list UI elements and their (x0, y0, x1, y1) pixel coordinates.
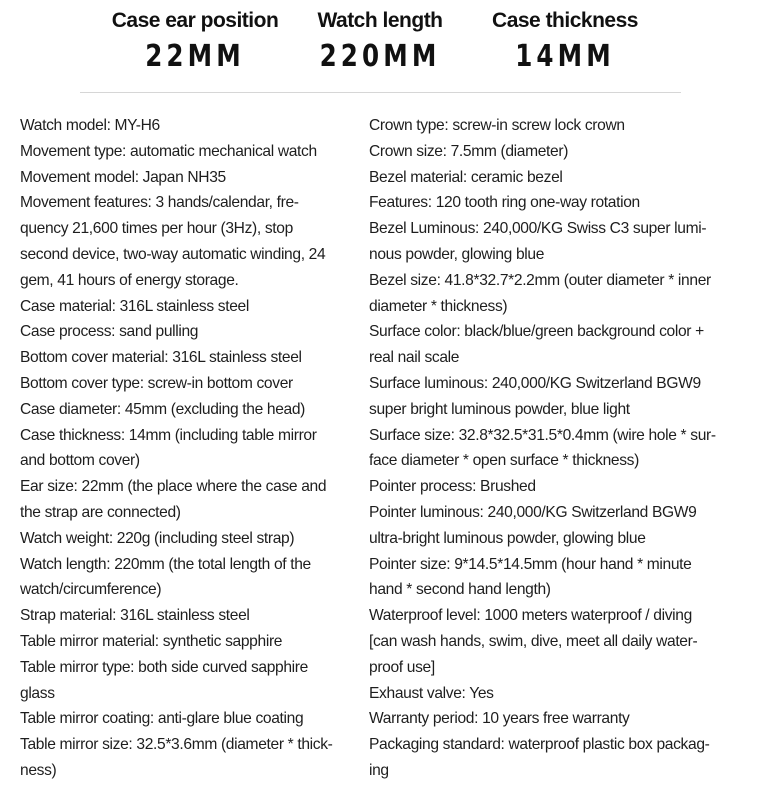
spec-line: Strap material: 316L stainless steel (20, 607, 250, 625)
spec-line: Exhaust valve: Yes (369, 684, 494, 702)
spec-line: and bottom cover) (20, 452, 140, 470)
spec-line: Bottom cover type: screw-in bottom cover (20, 374, 293, 392)
spec-line: quency 21,600 times per hour (3Hz), stop (20, 220, 293, 238)
spec-line: second device, two-way automatic winding, 24 (20, 245, 326, 263)
spec-line: ness) (20, 761, 57, 779)
spec-line: Table mirror material: synthetic sapphire (20, 632, 283, 650)
spec-line: Watch length: 220mm (the total length of the (20, 555, 311, 573)
metric-value: 22MM (145, 39, 245, 74)
spec-line: gem, 41 hours of energy storage. (20, 271, 239, 289)
metric-label: Watch length (317, 9, 443, 32)
spec-line: glass (20, 684, 55, 702)
metric-watch-length (300, 8, 460, 76)
spec-column-left (20, 113, 365, 784)
metric-case-ear-position (95, 8, 295, 76)
spec-line: Watch model: MY-H6 (20, 117, 160, 134)
spec-line: watch/circumference) (20, 581, 162, 599)
spec-line: Crown size: 7.5mm (diameter) (369, 142, 569, 160)
spec-line: Crown type: screw-in screw lock crown (369, 117, 625, 134)
metric-case-thickness (470, 8, 660, 76)
spec-column-right (369, 113, 741, 784)
spec-line: face diameter * open surface * thickness) (369, 452, 639, 470)
spec-line: Surface color: black/blue/green background color + (369, 323, 704, 341)
spec-line: Pointer luminous: 240,000/KG Switzerland BGW9 (369, 503, 697, 521)
spec-line: super bright luminous powder, blue light (369, 400, 630, 418)
spec-line: Surface size: 32.8*32.5*31.5*0.4mm (wire hole * sur- (369, 426, 716, 444)
spec-line: Watch weight: 220g (including steel strap) (20, 529, 295, 547)
spec-line: Movement features: 3 hands/calendar, fre- (20, 194, 299, 212)
spec-line: diameter * thickness) (369, 297, 508, 315)
spec-line: Bezel Luminous: 240,000/KG Swiss C3 super lumi- (369, 220, 707, 238)
spec-line: Table mirror coating: anti-glare blue coating (20, 710, 304, 728)
spec-line: proof use] (369, 658, 435, 676)
header-divider (80, 92, 681, 93)
metric-value: 14MM (515, 39, 615, 74)
spec-line: Case diameter: 45mm (excluding the head) (20, 400, 306, 418)
metric-label: Case thickness (492, 9, 638, 32)
spec-line: Warranty period: 10 years free warranty (369, 710, 630, 728)
metric-label: Case ear position (111, 9, 279, 32)
spec-line: Case material: 316L stainless steel (20, 297, 249, 315)
spec-line: Features: 120 tooth ring one-way rotation (369, 194, 640, 212)
spec-line: Packaging standard: waterproof plastic box packag- (369, 736, 710, 754)
spec-highlights (0, 0, 761, 92)
spec-line: Bottom cover material: 316L stainless steel (20, 349, 302, 367)
spec-line: Movement type: automatic mechanical watch (20, 142, 317, 160)
spec-line: Ear size: 22mm (the place where the case and (20, 478, 327, 496)
spec-line: [can wash hands, swim, dive, meet all daily water- (369, 632, 698, 650)
metric-value: 220MM (319, 39, 441, 74)
spec-line: Case thickness: 14mm (including table mirror (20, 426, 317, 444)
spec-line: Table mirror type: both side curved sapphire (20, 658, 308, 676)
spec-line: Case process: sand pulling (20, 323, 199, 341)
spec-line: Table mirror size: 32.5*3.6mm (diameter * thick- (20, 736, 333, 754)
spec-line: Bezel material: ceramic bezel (369, 168, 563, 186)
spec-line: Movement model: Japan NH35 (20, 168, 226, 186)
spec-line: real nail scale (369, 349, 460, 367)
spec-line: ing (369, 761, 389, 779)
spec-line: Bezel size: 41.8*32.7*2.2mm (outer diameter * inner (369, 271, 711, 289)
spec-line: Surface luminous: 240,000/KG Switzerland BGW9 (369, 374, 701, 392)
spec-line: Pointer process: Brushed (369, 478, 536, 496)
spec-line: ultra-bright luminous powder, glowing blue (369, 529, 646, 547)
spec-line: the strap are connected) (20, 503, 181, 521)
spec-line: nous powder, glowing blue (369, 245, 545, 263)
spec-line: hand * second hand length) (369, 581, 551, 599)
spec-line: Pointer size: 9*14.5*14.5mm (hour hand * minute (369, 555, 692, 573)
spec-line: Waterproof level: 1000 meters waterproof / diving (369, 607, 692, 625)
